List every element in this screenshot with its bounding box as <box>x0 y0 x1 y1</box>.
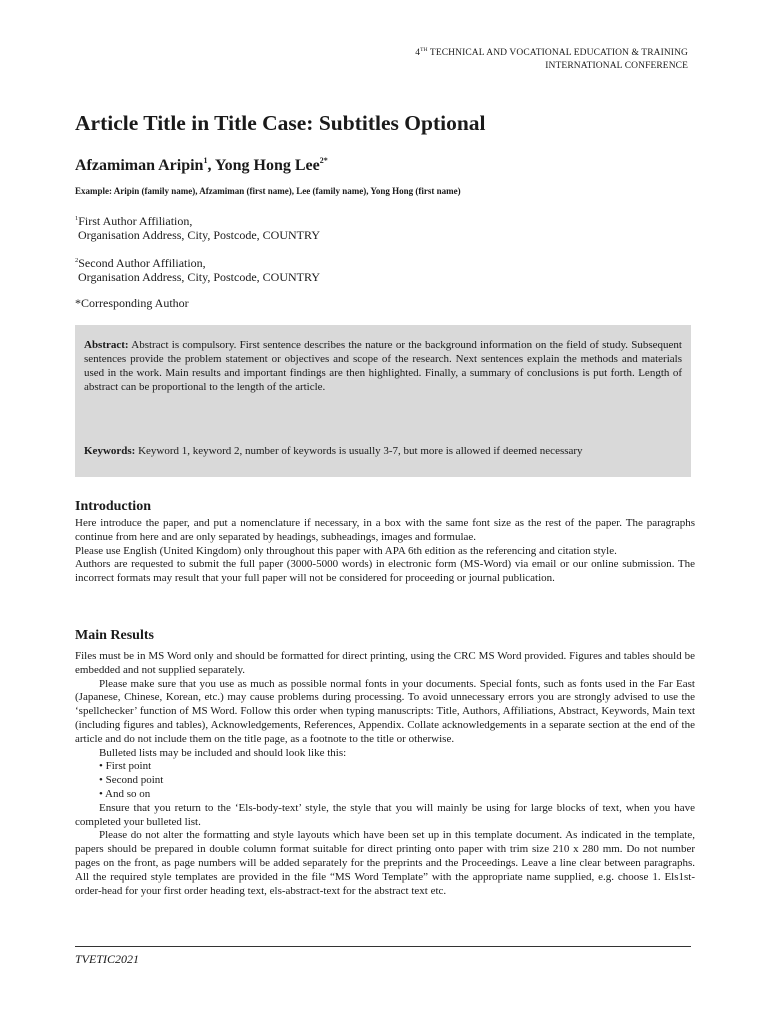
running-header <box>288 44 688 73</box>
author-separator: , <box>207 157 215 174</box>
bullet-item: • And so on <box>99 787 151 800</box>
affiliation-2 <box>75 254 695 284</box>
header-ordinal-number: 4 <box>415 48 421 58</box>
main-results-paragraph-5: Please do not alter the formatting and style layouts which have been set up in this template document. As indicated in the template, papers should be prepared in double column format suitable for direct printing onto paper with trim size 210 x 280 mm. Do not number pages on the front, as page numbers will be added separately for the preprints and the Proceedings. Leave a line clear between paragraphs. All the required style templates are provided in the file “MS Word Template” with the appropriate name supplied, e.g. choose 1. Els1st-order-head for your first order heading text, els-abstract-text for the abstract text etc. <box>75 829 695 897</box>
keywords-text: Keyword 1, keyword 2, number of keywords is usually 3-7, but more is allowed if deemed necessary <box>135 445 583 457</box>
abstract-paragraph <box>84 338 682 394</box>
affiliation-1-address: Organisation Address, City, Postcode, COUNTRY <box>78 228 320 242</box>
author-list <box>75 156 695 175</box>
footer-label: TVETIC2021 <box>75 952 140 966</box>
affiliation-2-marker: 2 <box>75 257 79 264</box>
main-results-body <box>75 650 695 898</box>
running-header-line-2: INTERNATIONAL CONFERENCE <box>545 61 688 71</box>
affiliation-1-name: First Author Affiliation, <box>78 214 193 228</box>
introduction-paragraph-3: Authors are requested to submit the full paper (3000-5000 words) in electronic form (MS-Word) via email or our online submission. The incorrect formats may result that your full paper will not be considered for proceeding or journal publication. <box>75 558 695 585</box>
affiliation-2-name: Second Author Affiliation, <box>78 256 206 270</box>
main-results-paragraph-3: Bulleted lists may be included and should look like this: <box>99 746 347 759</box>
corresponding-author-note: *Corresponding Author <box>75 296 189 310</box>
main-results-paragraph-4: Ensure that you return to the ‘Els-body-text’ style, the style that you will mainly be using for large blocks of text, when you have completed your bulleted list. <box>75 801 695 828</box>
bullet-item: • First point <box>99 760 152 773</box>
keywords-label: Keywords: <box>84 445 136 457</box>
running-header-line-1 <box>288 44 688 60</box>
keywords-line <box>84 444 583 458</box>
affiliation-1-marker: 1 <box>75 215 79 222</box>
introduction-paragraph-2: Please use English (United Kingdom) only throughout this paper with APA 6th edition as the referencing and citation style. <box>75 544 617 557</box>
abstract-text: Abstract is compulsory. First sentence describes the nature or the background information on the field of study. Subsequent sentences provide the problem statement or objectives and scope of the research. Next sentences explain the methods and materials used in the work. Main results and important findings are then highlighted. Finally, a summary of conclusions is put forth. Length of abstract can be proportional to the length of the article. <box>84 339 682 393</box>
main-results-heading: Main Results <box>75 628 154 643</box>
introduction-paragraph-1: Here introduce the paper, and put a nomenclature if necessary, in a box with the same font size as the rest of the paper. The paragraphs continue from here and are only separated by headings, subheadings, images and formulae. <box>75 517 695 543</box>
affiliation-1 <box>75 212 695 242</box>
introduction-body <box>75 517 695 586</box>
article-title: Article Title in Title Case: Subtitles Optional <box>75 111 486 135</box>
abstract-label: Abstract: <box>84 339 129 351</box>
header-ordinal-suffix: TH <box>420 47 428 53</box>
affiliation-2-address: Organisation Address, City, Postcode, COUNTRY <box>78 270 320 284</box>
main-results-paragraph-1: Files must be in MS Word only and should be formatted for direct printing, using the CRC MS Word provided. Figures and tables should be embedded and not supplied separately. <box>75 650 695 676</box>
author-name-example: Example: Aripin (family name), Afzamiman (first name), Lee (family name), Yong Hong (first name) <box>75 186 461 196</box>
bullet-item: • Second point <box>99 774 164 787</box>
author-2-marker: 2* <box>319 156 328 165</box>
author-1-marker: 1 <box>203 156 208 165</box>
introduction-heading: Introduction <box>75 499 151 514</box>
footer-divider <box>75 946 691 947</box>
abstract-box <box>75 325 691 477</box>
author-1-name: Afzamiman Aripin <box>75 157 204 174</box>
author-2-name: Yong Hong Lee <box>214 157 320 174</box>
main-results-paragraph-2: Please make sure that you use as much as possible normal fonts in your documents. Special fonts, such as fonts used in the Far East (Japanese, Chinese, Korean, etc.) may cause problems during processing. To avoid unnecessary errors you are strongly advised to use the ‘spellchecker’ function of MS Word. Follow this order when typing manuscripts: Title, Authors, Affiliations, Abstract, Keywords, Main text (including figures and tables), Acknowledgements, References, Appendix. Collate acknowledgements in a separate section at the end of the article and do not include them on the title page, as a footnote to the title or otherwise. <box>75 677 695 745</box>
header-conference-name: TECHNICAL AND VOCATIONAL EDUCATION & TRAINING <box>427 48 688 58</box>
